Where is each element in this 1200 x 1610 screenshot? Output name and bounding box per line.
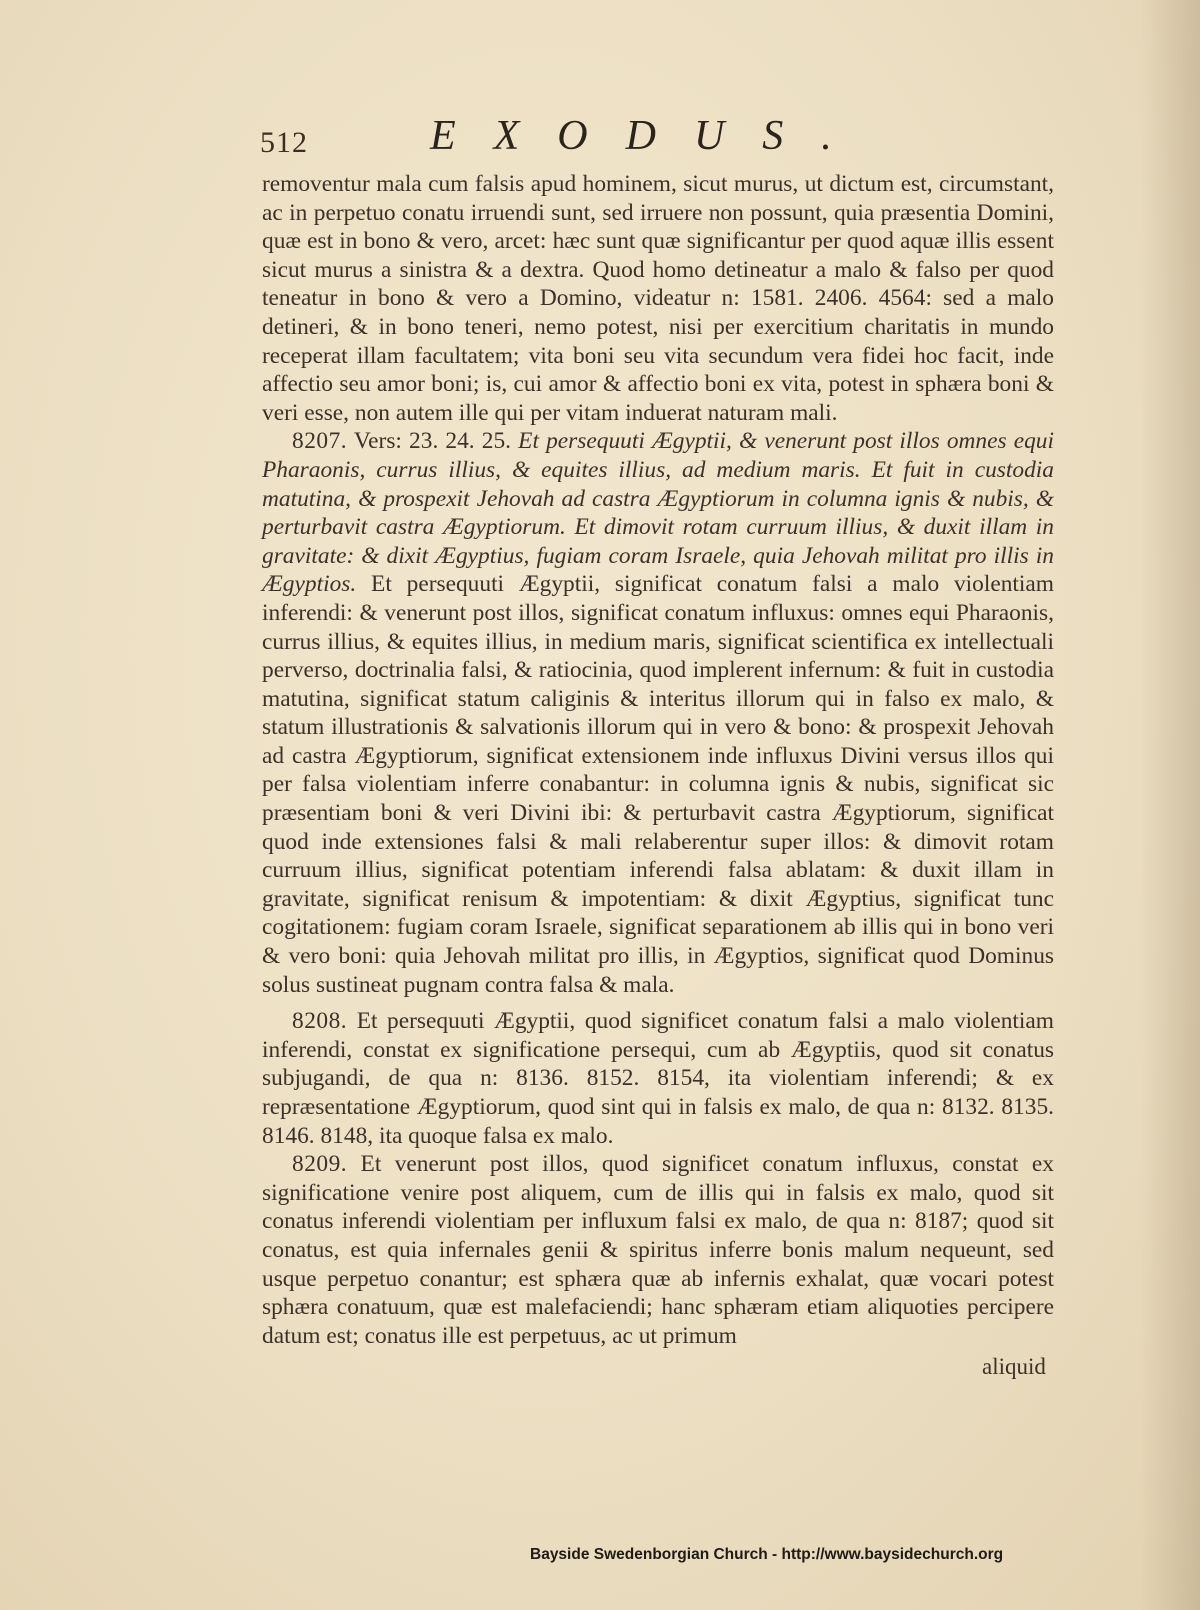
page-edge-shadow xyxy=(1140,0,1200,1610)
paragraph-8208 xyxy=(262,1007,1054,1150)
paragraph-text: Et venerunt post illos, quod significet conatum influxus, constat ex significatione venire post aliquem, cum de illis qui in falsis ex malo, quod sit conatus inferendi violentiam per influxum falsi ex malo, de qua n: 8187; quod sit conatus, est quia infernales genii & spiritus inferre bonis malum nequeunt, sed usque perpetuo conantur; est sphæra quæ ab infernis exhalat, quæ vocari potest sphæra conatuum, quæ est malefaciendi; hanc sphæram etiam aliquoties percipere datum est; conatus ille est perpetuus, ac ut primum xyxy=(262,1151,1054,1349)
body-text xyxy=(262,170,1054,1350)
footer-credit: Bayside Swedenborgian Church - http://www.baysidechurch.org xyxy=(530,1546,1004,1563)
paragraph-continuation: removentur mala cum falsis apud hominem, sicut murus, ut dictum est, circumstant, ac in perpetuo conatu irruendi sunt, sed irruere non possunt, quia præsentia Domini, quæ est in bono & vero, arcet: hæc sunt quæ significantur per quod aquæ illis essent sicut murus a sinistra & a dextra. Quod homo detineatur a malo & falso per quod teneatur in bono & vero a Domino, videatur n: 1581. 2406. 4564: sed a malo detineri, & in bono teneri, nemo potest, nisi per exercitium charitatis in mundo receperat illam facultatem; vita boni seu vita secundum vera fidei hoc facit, inde affectio seu amor boni; is, cui amor & affectio boni ex vita, potest in sphæra boni & veri esse, non autem ille qui per vitam induerat naturam mali. xyxy=(262,171,1054,426)
section-number: 8207. xyxy=(292,428,348,455)
page-number: 512 xyxy=(260,126,308,159)
paragraph-text: Et persequuti Ægyptii, quod significet conatum falsi a malo violentiam inferendi, constat ex significatione persequi, cum ab Ægyptiis, quod sit conatus subjugandi, de qua n: 8136. 8152. 8154, ita violentiam inferendi; & ex repræsentatione Ægyptiorum, quod sint qui in falsis ex malo, de qua n: 8132. 8135. 8146. 8148, ita quoque falsa ex malo. xyxy=(262,1008,1054,1149)
section-number: 8208. xyxy=(292,1008,348,1035)
catchword: aliquid xyxy=(982,1354,1046,1379)
scripture-quotation: Et persequuti Ægyptii, & venerunt post illos omnes equi Pharaonis, currus illius, & equites illius, ad medium maris. Et fuit in custodia matutina, & prospexit Jehovah ad castra Ægyptiorum in columna ignis & nubis, & perturbavit castra Ægyptiorum. Et dimovit rotam curruum illius, & duxit illam in gravitate: & dixit Ægyptius, fugiam coram Israele, quia Jehovah militat pro illis in Ægyptios. xyxy=(262,428,1054,598)
explanation-text: Et persequuti Ægyptii, significat conatum falsi a malo violentiam inferendi: & venerunt post illos, significat conatum influxus: omnes equi Pharaonis, currus illius, & equites illius, in medium maris, significat scientifica ex intellectuali perverso, doctrinalia falsi, & ratiocinia, quod implerent infernum: & fuit in custodia matutina, significat statum caliginis & interitus illorum qui in falso ex malo, & statum illustrationis & salvationis illorum qui in vero & bono: & prospexit Jehovah ad castra Ægyptiorum, significat extensionem inde influxus Divini versus illos qui per falsa violentiam inferre conabantur: in columna ignis & nubis, significat sic præsentiam boni & veri Divini ibi: & perturbavit castra Ægyptiorum, significat quod inde extensiones falsi & mali relaberentur super illos: & dimovit rotam curruum illius, significat potentiam inferendi falsa ablatam: & duxit illam in gravitate, significat renisum & impotentiam: & dixit Ægyptius, significat tunc cogitationem: fugiam coram Israele, significat separationem ab illis qui in bono veri & vero boni: quia Jehovah militat pro illis, in Ægyptios, significat quod Dominus solus sustineat pugnam contra falsa & mala. xyxy=(262,571,1054,998)
running-title: EXODUS. xyxy=(430,113,870,159)
verse-reference: Vers: 23. 24. 25. xyxy=(353,428,512,455)
paragraph-8209 xyxy=(262,1150,1054,1350)
section-number: 8209. xyxy=(292,1151,348,1178)
page-header xyxy=(250,112,1070,172)
paragraph-8207 xyxy=(262,427,1054,999)
